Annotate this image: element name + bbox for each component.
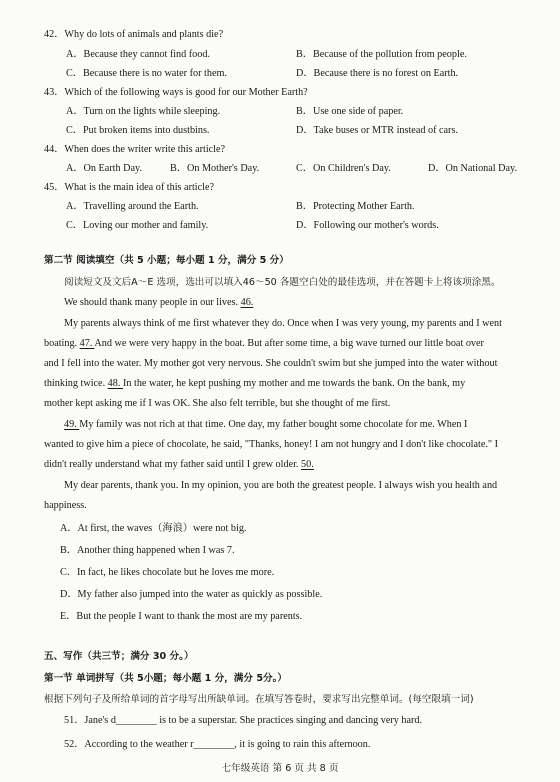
option-44-b: B．On Mother's Day. <box>170 163 260 174</box>
question-52: 52．According to the weather r________, it is going to rain this afternoon. <box>64 739 371 750</box>
passage-p2-line-1: My parents always think of me first whatever they do. Once when I was very young, my parents and I went <box>64 318 502 329</box>
part5-subheading: 第一节 单词拼写（共 5小题；每小题 1 分，满分 5分。） <box>44 673 287 684</box>
section2-heading: 第二节 阅读填空（共 5 小题；每小题 1 分，满分 5 分） <box>44 255 289 266</box>
question-51: 51．Jane's d________ is to be a superstar. She practices singing and dancing very hard. <box>64 715 423 726</box>
blank-48: 48. <box>107 378 123 389</box>
blank-46: 46. <box>240 297 254 308</box>
question-42: 42．Why do lots of animals and plants die? <box>44 29 224 40</box>
part5-instruction: 根据下列句子及所给单词的首字母写出所缺单词。在填写答卷时，要求写出完整单词。(每空限填一词) <box>44 694 474 705</box>
option-44-c: C．On Children's Day. <box>296 163 391 174</box>
passage-p3-line-1: 49. My family was not rich at that time. One day, my father bought some chocolate for me. When I <box>64 419 468 430</box>
question-45: 45．What is the main idea of this article? <box>44 182 215 193</box>
passage-p3-line-3: didn't really understand what my father said until I grew older. 50. <box>44 459 314 470</box>
option-42-b: B．Because of the pollution from people. <box>296 49 467 60</box>
page-footer: 七年级英语 第 6 页 共 8 页 <box>221 763 339 774</box>
option-45-d: D．Following our mother's words. <box>296 220 439 231</box>
option-45-c: C．Loving our mother and family. <box>66 220 209 231</box>
question-44: 44．When does the writer write this article? <box>44 144 226 155</box>
blank-50: 50. <box>301 459 314 470</box>
option-43-b: B．Use one side of paper. <box>296 106 404 117</box>
option-45-b: B．Protecting Mother Earth. <box>296 201 415 212</box>
option-43-a: A．Turn on the lights while sleeping. <box>66 106 221 117</box>
option-42-a: A．Because they cannot find food. <box>66 49 210 60</box>
option-44-d: D．On National Day. <box>428 163 518 174</box>
blank-49: 49. <box>64 419 80 430</box>
choice-d: D．My father also jumped into the water as quickly as possible. <box>60 589 323 600</box>
choice-c: C．In fact, he likes chocolate but he loves me more. <box>60 567 275 578</box>
choice-a: A．At first, the waves（海浪）were not big. <box>60 523 247 534</box>
option-43-d: D．Take buses or MTR instead of cars. <box>296 125 458 136</box>
passage-line-1: We should thank many people in our lives. 46. <box>64 297 254 308</box>
passage-p2-line-3: and I fell into the water. My mother got very nervous. She couldn't swim but she jumped into the water without <box>44 358 498 369</box>
section2-instruction: 阅读短文及文后A～E 选项，选出可以填入46～50 各题空白处的最佳选项，并在答题卡上将该项涂黑。 <box>64 277 501 288</box>
passage-p4-line-2: happiness. <box>44 500 87 511</box>
passage-p2-line-5: mother kept asking me if I was OK. She also felt terrible, but she thought of me first. <box>44 398 391 409</box>
passage-p3-line-2: wanted to give him a piece of chocolate, he said, "Thanks, honey! I am not hungry and I don't like chocolate." I <box>44 439 499 450</box>
option-44-a: A．On Earth Day. <box>66 163 143 174</box>
passage-p2-line-4: thinking twice. 48. In the water, he kept pushing my mother and me towards the bank. On the bank, my <box>44 378 466 389</box>
question-43: 43．Which of the following ways is good for our Mother Earth? <box>44 87 308 98</box>
option-45-a: A．Travelling around the Earth. <box>66 201 199 212</box>
blank-47: 47. <box>79 338 95 349</box>
passage-p4-line-1: My dear parents, thank you. In my opinion, you are both the greatest people. I always wish you health and <box>64 480 498 491</box>
option-43-c: C．Put broken items into dustbins. <box>66 125 210 136</box>
option-42-d: D．Because there is no forest on Earth. <box>296 68 459 79</box>
option-42-c: C．Because there is no water for them. <box>66 68 227 79</box>
passage-p2-line-2: boating. 47. And we were very happy in the boat. But after some time, a big wave turned our little boat over <box>44 338 484 349</box>
part5-heading: 五、写作（共三节；满分 30 分。） <box>44 651 194 662</box>
choice-b: B．Another thing happened when I was 7. <box>60 545 235 556</box>
choice-e: E．But the people I want to thank the most are my parents. <box>60 611 303 622</box>
